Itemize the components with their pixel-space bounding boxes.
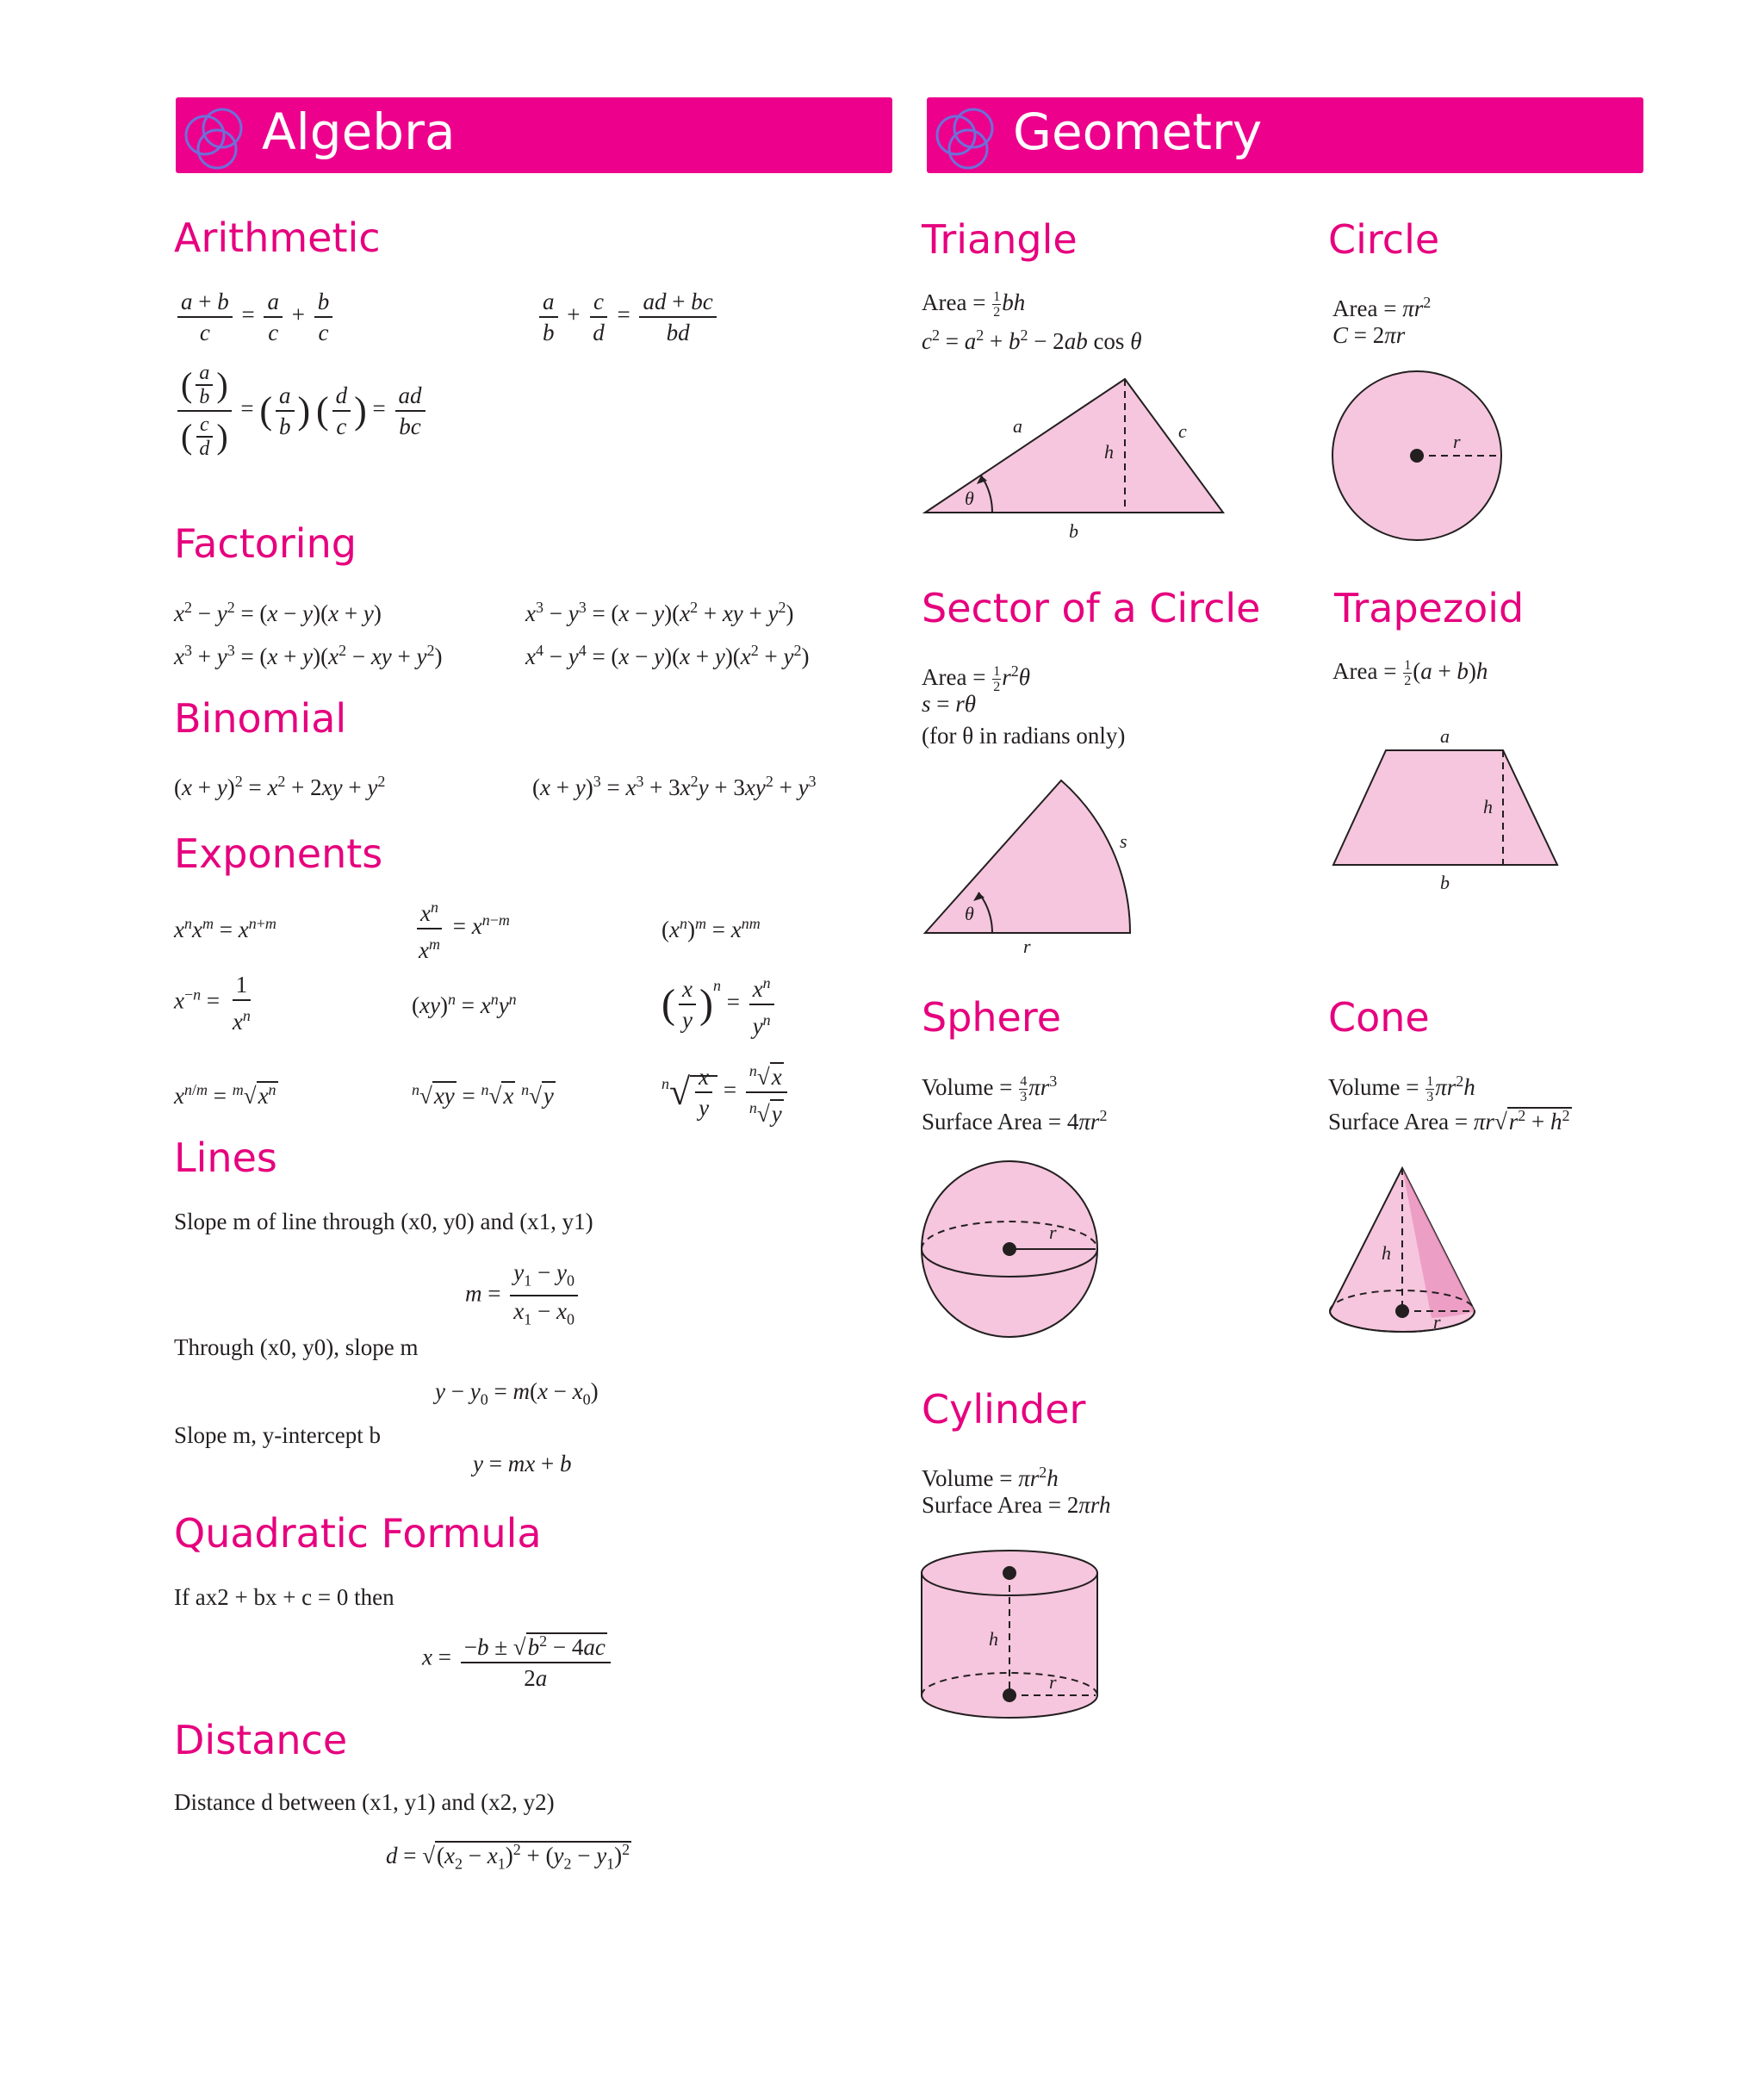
cylinder-label-h: h xyxy=(989,1628,998,1650)
sector-label-r: r xyxy=(1023,936,1031,957)
cylinder-diagram xyxy=(920,1549,1101,1738)
algebra-banner-title: Algebra xyxy=(262,103,456,161)
triangle-label-h: h xyxy=(1104,441,1114,463)
binomial-heading: Binomial xyxy=(174,695,347,742)
triangle-heading: Triangle xyxy=(922,216,1078,263)
triangle-law-of-cosines: $c^2 = a^2 + b^2 - 2ab$ cos θ xyxy=(922,326,1142,354)
distance-text: Distance d between (x1, y1) and (x2, y2) xyxy=(174,1789,555,1815)
cone-label-r: r xyxy=(1433,1311,1441,1333)
exponents-formula-4: $x^{-n}$ = $\frac{1}{x^n}$ xyxy=(174,972,251,1035)
binomial-formula-1: $(x + y)^2 = x^2 + 2xy + y^2$ xyxy=(174,773,386,800)
cone-volume-formula: Volume = $\frac{1}{3}$ $\pi r^2h$ xyxy=(1328,1072,1475,1105)
sector-note: (for θ in radians only) xyxy=(922,723,1126,749)
arithmetic-heading: Arithmetic xyxy=(174,214,381,261)
exponents-formula-3: $(x^n)^m = x^{nm}$ xyxy=(662,915,761,942)
cone-label-h: h xyxy=(1382,1242,1391,1264)
sector-heading: Sector of a Circle xyxy=(922,585,1261,631)
circle-heading: Circle xyxy=(1328,216,1440,263)
triangle-label-c: c xyxy=(1178,420,1187,442)
triangle-label-b: b xyxy=(1069,520,1078,542)
exponents-formula-5: $(xy)^n = x^ny^n$ xyxy=(412,991,517,1018)
quadratic-text: If ax2 + bx + c = 0 then xyxy=(174,1584,394,1610)
triangle-label-a: a xyxy=(1013,415,1022,437)
sphere-label-r: r xyxy=(1049,1222,1057,1243)
circle-area-formula: Area = $\pi r^2$ xyxy=(1332,294,1432,321)
cylinder-surface-formula: Surface Area = 2πrh xyxy=(922,1492,1111,1518)
geometry-banner-title: Geometry xyxy=(1013,103,1263,161)
arithmetic-formula-1: $\frac{a + b}{c}$ = $\frac{a}{c}$ + $\frac{b}{c}$ xyxy=(174,287,336,347)
algebra-banner xyxy=(176,97,892,173)
sphere-surface-formula: Surface Area = $4\pi r^2$ xyxy=(922,1107,1108,1135)
circles-logo-icon xyxy=(929,104,1006,173)
lines-heading: Lines xyxy=(174,1135,277,1181)
distance-heading: Distance xyxy=(174,1717,348,1763)
sector-label-theta: θ xyxy=(965,903,974,924)
exponents-formula-9: $^n$√ $\frac{x}{y}$ = $\frac{^n√x}{^n√y}$ xyxy=(662,1056,791,1128)
circle-circumference-formula: C = 2πr xyxy=(1332,322,1406,348)
factoring-formula-1: $x^2 - y^2 = (x - y)(x + y)$ xyxy=(174,599,382,626)
lines-text-1: Slope m of line through (x0, y0) and (x1, y1) xyxy=(174,1209,593,1234)
trapezoid-diagram xyxy=(1330,722,1571,894)
factoring-heading: Factoring xyxy=(174,520,357,567)
sphere-volume-formula: Volume = $\frac{4}{3}$ $\pi r^3$ xyxy=(922,1072,1058,1105)
exponents-formula-6: ( $\frac{x}{y}$ )$^n$ = $\frac{x^n}{y^n}$ xyxy=(662,968,778,1041)
sector-diagram xyxy=(920,774,1161,963)
triangle-area-formula: Area = $\frac{1}{2}$ bh xyxy=(922,289,1026,320)
trapezoid-label-h: h xyxy=(1483,796,1493,817)
circles-logo-icon xyxy=(177,104,255,173)
lines-slope-intercept-formula: y = mx + b xyxy=(473,1451,572,1476)
factoring-formula-2: $x^3 - y^3 = (x - y)(x^2$ + xy + $y^2$) xyxy=(525,599,794,626)
exponents-formula-2: $\frac{x^n}{x^m}$ = $x^{n-m}$ xyxy=(412,892,510,965)
cylinder-volume-formula: Volume = $\pi r^2h$ xyxy=(922,1464,1059,1491)
cone-heading: Cone xyxy=(1328,994,1430,1041)
factoring-formula-4: $x^4 - y^4 = (x - y)(x + y)(x^2 + y^2)$ xyxy=(525,642,810,669)
quadratic-heading: Quadratic Formula xyxy=(174,1510,542,1557)
binomial-formula-2: $(x + y)^3 = x^3 + 3x^2y + 3xy^2 + y^3$ xyxy=(532,773,817,800)
sector-arc-formula: s = rθ xyxy=(922,691,977,717)
exponents-formula-7: $x^{n/m} = ^m√x^n$ xyxy=(174,1081,276,1109)
quadratic-formula: x = $\frac{-b \pm √b^2 - 4ac}{2a}$ xyxy=(422,1626,614,1693)
factoring-formula-3: $x^3 + y^3 = (x + y)(x^2$ − xy + $y^2$) xyxy=(174,642,443,669)
lines-point-slope-formula: $y - y_0 = m(x - x_0)$ xyxy=(435,1378,599,1408)
lines-slope-formula: m = $\frac{y_1 - y_0}{x_1 - x_0}$ xyxy=(465,1258,581,1334)
arithmetic-formula-2: $\frac{a}{b}$ + $\frac{c}{d}$ = $\frac{ad + bc}{bd}$ xyxy=(536,287,720,347)
circle-diagram xyxy=(1328,367,1509,548)
exponents-formula-1: $x^nx^m = x^{n+m}$ xyxy=(174,915,276,942)
arithmetic-formula-3: ( $\frac{a}{b}$ ) ( $\frac{c}{d}$ ) = ( $\frac{a}{b}$ ) ( $\frac{d}{c}$ ) = $\frac{ad}{bc}$ xyxy=(174,360,429,462)
cylinder-label-r: r xyxy=(1049,1671,1057,1693)
sector-area-formula: Area = $\frac{1}{2}$ $r^2\theta$ xyxy=(922,662,1030,695)
circle-label-r: r xyxy=(1453,431,1461,452)
trapezoid-label-b: b xyxy=(1440,872,1450,893)
cylinder-heading: Cylinder xyxy=(922,1386,1086,1433)
geometry-banner xyxy=(927,97,1643,173)
trapezoid-area-formula: Area = $\frac{1}{2}$ (a + b)h xyxy=(1332,658,1488,689)
sphere-heading: Sphere xyxy=(922,994,1062,1041)
lines-text-3: Slope m, y-intercept b xyxy=(174,1422,381,1448)
exponents-formula-8: $^n$√xy = $^n$√x $^n$√y xyxy=(412,1081,554,1109)
lines-text-2: Through (x0, y0), slope m xyxy=(174,1334,419,1360)
sphere-diagram xyxy=(920,1159,1101,1340)
triangle-diagram xyxy=(920,370,1230,543)
trapezoid-label-a: a xyxy=(1440,725,1450,747)
cone-diagram xyxy=(1328,1163,1483,1335)
triangle-label-theta: θ xyxy=(965,488,974,509)
distance-formula: $d = √(x_2 - x_1)^2 + (y_2 - y_1)^2$ xyxy=(386,1841,630,1873)
cone-surface-formula: Surface Area = $\pi r√r^2 + h^2$ xyxy=(1328,1107,1570,1135)
exponents-heading: Exponents xyxy=(174,830,383,877)
sector-label-s: s xyxy=(1120,830,1127,852)
trapezoid-heading: Trapezoid xyxy=(1334,585,1525,631)
